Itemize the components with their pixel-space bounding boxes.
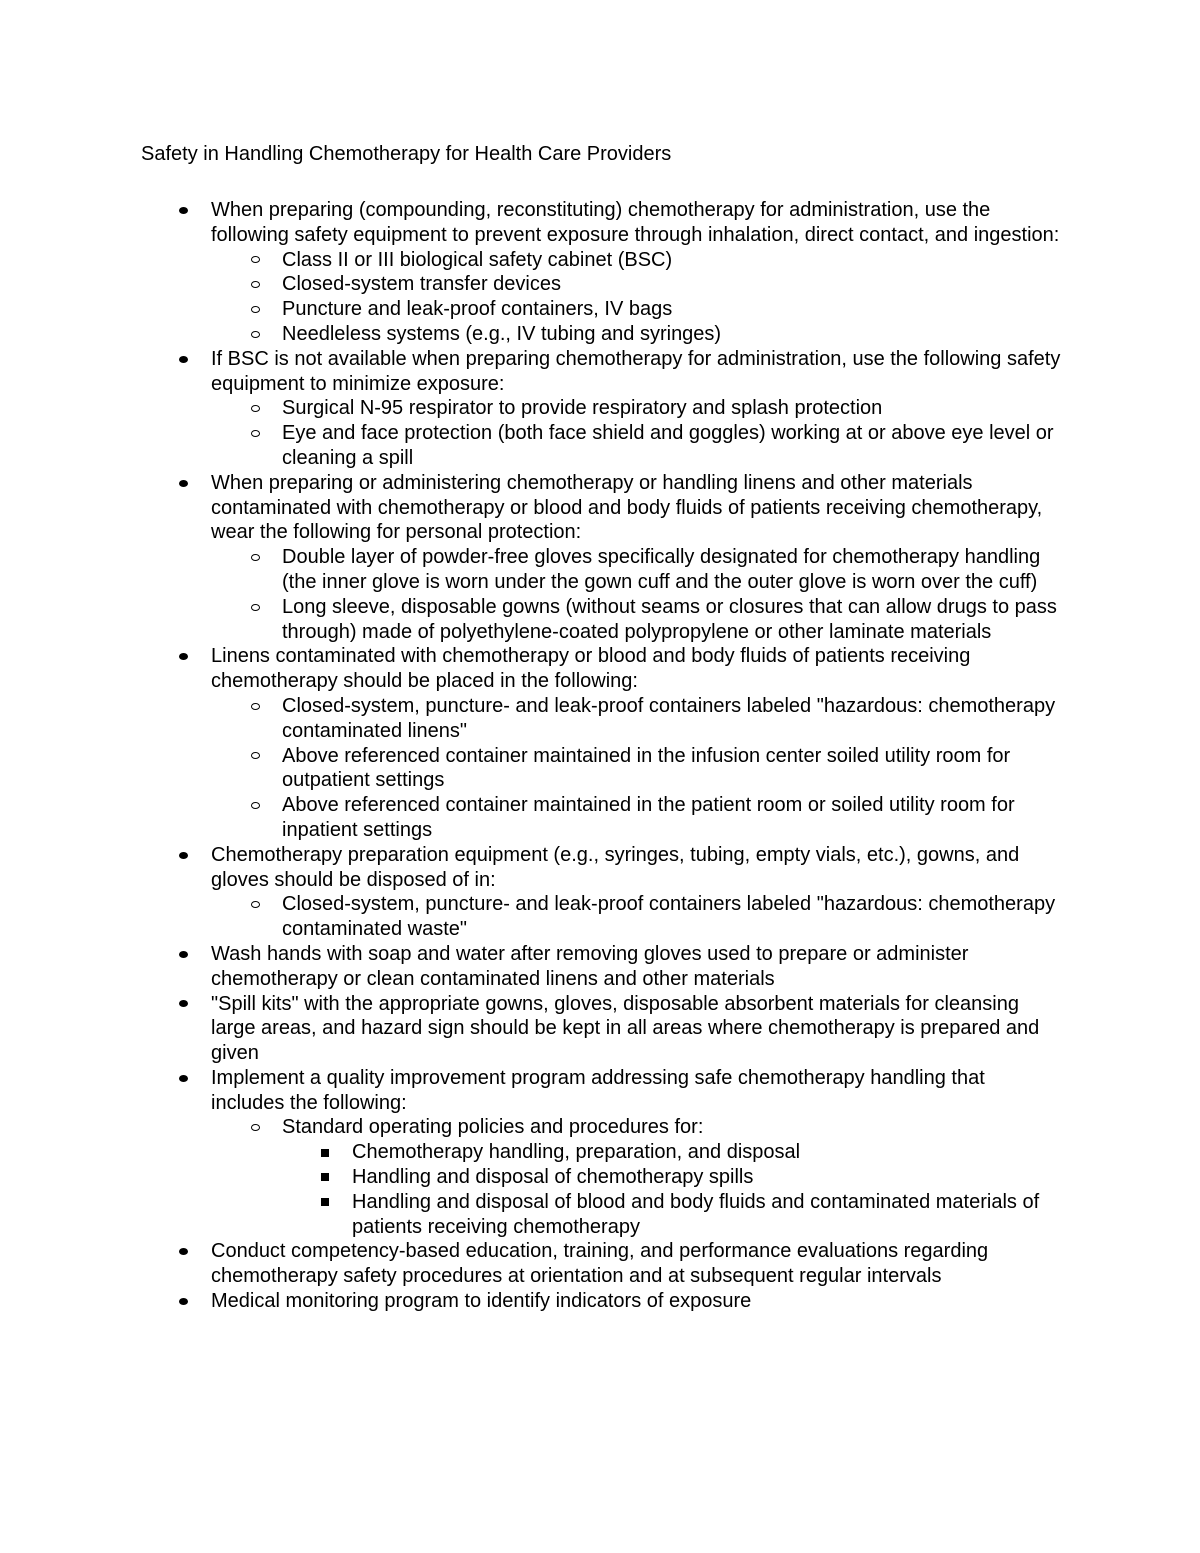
list-item-text: "Spill kits" with the appropriate gowns, gloves, disposable absorbent materials for cleansing large areas, and hazard sign should be kept in all areas where chemotherapy is prepared and given	[211, 992, 1040, 1065]
list-item-text: Chemotherapy preparation equipment (e.g., syringes, tubing, empty vials, etc.), gowns, and gloves should be disposed of in:	[211, 843, 1020, 891]
list-item	[0, 322, 1062, 347]
list-item-text: Handling and disposal of chemotherapy spills	[352, 1166, 754, 1189]
bullet-disc-icon	[176, 347, 190, 372]
list-item	[0, 793, 1062, 843]
list-item-text: Standard operating policies and procedures for:	[282, 1116, 704, 1139]
list-item	[0, 992, 1061, 1066]
list-item	[0, 1190, 1062, 1240]
list-item-text: Handling and disposal of blood and body fluids and contaminated materials of patients receiving chemotherapy	[352, 1190, 1040, 1238]
bullet-circle-icon	[248, 694, 262, 719]
list-item-text: Linens contaminated with chemotherapy or blood and body fluids of patients receiving chemotherapy should be placed in the following:	[211, 645, 971, 693]
list-item-text: Medical monitoring program to identify indicators of exposure	[211, 1290, 752, 1313]
bullet-circle-icon	[248, 248, 262, 273]
list-item-text: When preparing or administering chemotherapy or handling linens and other materials contaminated with chemotherapy or blood and body fluids of patients receiving chemotherapy, wear the following for personal protection:	[211, 471, 1043, 544]
bullet-disc-icon	[176, 198, 190, 223]
list-item-text: Above referenced container maintained in the infusion center soiled utility room for outpatient settings	[282, 744, 1011, 792]
list-item	[0, 297, 1062, 322]
list-item-text: Surgical N-95 respirator to provide respiratory and splash protection	[282, 397, 883, 420]
bullet-circle-icon	[248, 595, 262, 620]
list-item-text: Chemotherapy handling, preparation, and disposal	[352, 1141, 801, 1164]
list-item	[0, 396, 1062, 421]
bullet-square-icon	[318, 1165, 332, 1190]
list-item	[0, 1140, 1062, 1165]
list-item-text: Needleless systems (e.g., IV tubing and syringes)	[282, 322, 722, 345]
bullet-circle-icon	[248, 396, 262, 421]
list-item	[0, 744, 1062, 794]
list-item-text: When preparing (compounding, reconstituting) chemotherapy for administration, use the following safety equipment to prevent exposure through inhalation, direct contact, and ingestion:	[211, 199, 1060, 246]
list-item	[0, 198, 1061, 248]
list-item	[0, 644, 1061, 694]
list-item	[0, 843, 1061, 893]
bullet-disc-icon	[176, 992, 190, 1017]
bullet-circle-icon	[248, 545, 262, 570]
list-item-text: Implement a quality improvement program addressing safe chemotherapy handling that includes the following:	[211, 1066, 985, 1114]
bullet-disc-icon	[176, 471, 190, 496]
bullet-circle-icon	[248, 272, 262, 297]
list-item	[0, 272, 1062, 297]
bullet-disc-icon	[176, 1289, 190, 1314]
list-item-text: Long sleeve, disposable gowns (without seams or closures that can allow drugs to pass through) made of polyethylene-coated polypropylene or other laminate materials	[282, 595, 1057, 643]
bullet-square-icon	[318, 1140, 332, 1165]
list-item	[0, 471, 1061, 545]
bullet-circle-icon	[248, 297, 262, 322]
bullet-circle-icon	[248, 744, 262, 769]
bullet-circle-icon	[248, 1115, 262, 1140]
list-item	[0, 942, 1061, 992]
list-item	[0, 892, 1062, 942]
bullet-square-icon	[318, 1190, 332, 1215]
list-item-text: Class II or III biological safety cabinet (BSC)	[282, 248, 673, 271]
list-item	[0, 1165, 1062, 1190]
bullet-disc-icon	[176, 1066, 190, 1091]
list-item	[0, 1239, 1061, 1289]
list-item-text: Puncture and leak-proof containers, IV bags	[282, 298, 673, 321]
list-item	[0, 347, 1061, 397]
list-item	[0, 421, 1062, 471]
list-item-text: Closed-system transfer devices	[282, 273, 561, 296]
document-title: Safety in Handling Chemotherapy for Health Care Providers	[141, 143, 672, 165]
list-item-text: If BSC is not available when preparing chemotherapy for administration, use the following safety equipment to minimize exposure:	[211, 347, 1061, 395]
list-item	[0, 545, 1062, 595]
bullet-circle-icon	[248, 322, 262, 347]
list-item-text: Double layer of powder-free gloves specifically designated for chemotherapy handling (the inner glove is worn under the gown cuff and the outer glove is worn over the cuff)	[282, 546, 1041, 593]
list-item	[0, 1289, 1061, 1314]
bullet-disc-icon	[176, 644, 190, 669]
bullet-circle-icon	[248, 892, 262, 917]
list-item-text: Eye and face protection (both face shield and goggles) working at or above eye level or cleaning a spill	[282, 422, 1054, 469]
list-item	[0, 595, 1062, 645]
bullet-disc-icon	[176, 1239, 190, 1264]
list-item-text: Closed-system, puncture- and leak-proof containers labeled "hazardous: chemotherapy contaminated waste"	[282, 893, 1056, 941]
bullet-circle-icon	[248, 793, 262, 818]
list-item-text: Above referenced container maintained in the patient room or soiled utility room for inpatient settings	[282, 794, 1015, 841]
list-item-text: Wash hands with soap and water after removing gloves used to prepare or administer chemotherapy or clean contaminated linens and other materials	[211, 942, 969, 990]
list-item	[0, 1115, 1062, 1140]
list-item	[0, 1066, 1061, 1116]
bullet-disc-icon	[176, 942, 190, 967]
list-item-text: Closed-system, puncture- and leak-proof containers labeled "hazardous: chemotherapy contaminated linens"	[282, 694, 1056, 742]
bullet-list	[0, 198, 1200, 1314]
list-item	[0, 248, 1062, 273]
bullet-disc-icon	[176, 843, 190, 868]
bullet-circle-icon	[248, 421, 262, 446]
list-item-text: Conduct competency-based education, training, and performance evaluations regarding chemotherapy safety procedures at orientation and at subsequent regular intervals	[211, 1240, 989, 1288]
list-item	[0, 694, 1062, 744]
